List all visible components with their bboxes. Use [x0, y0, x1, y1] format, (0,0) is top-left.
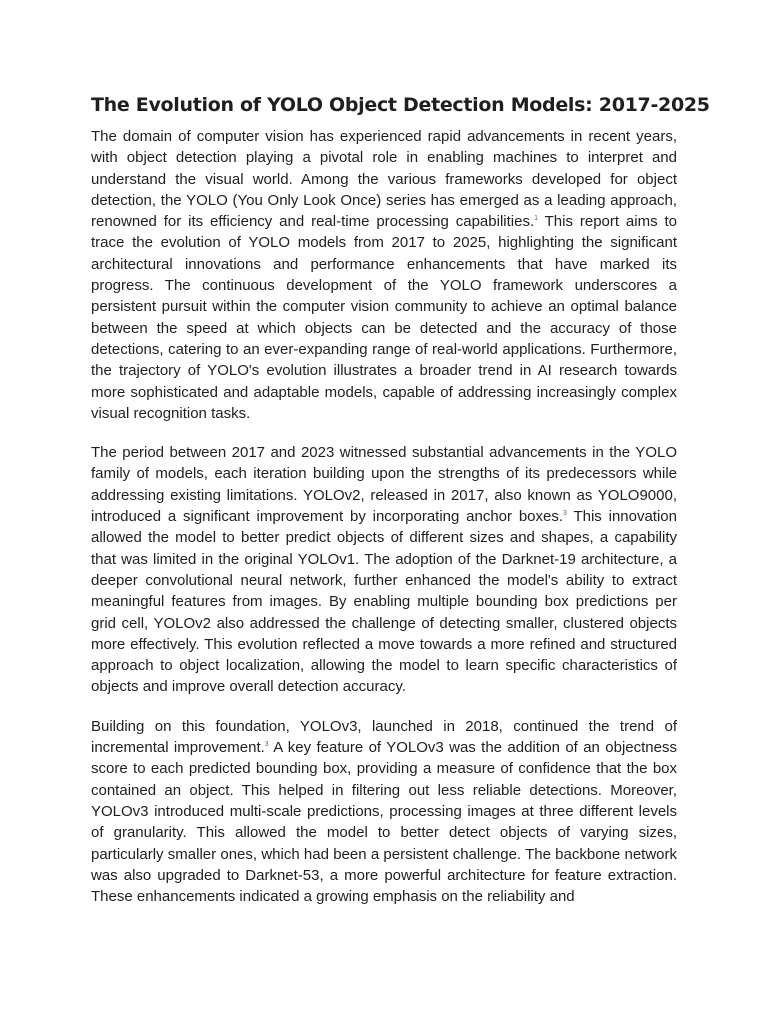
paragraph-text: The domain of computer vision has experienced rapid advancements in recent years, with object detection playing a pivotal role in enabling machines to interpret and understand the visual world. Among the various frameworks developed for object detection, the YOLO (You Only Look Once) series has emerged as a leading approach, renowned for its efficiency and real-time processing capabilities.: [91, 128, 677, 231]
document-page: [91, 92, 710, 925]
paragraph-1: [91, 126, 677, 424]
paragraph-text: This innovation allowed the model to better predict objects of different sizes and shapes, a capability that was limited in the original YOLOv1. The adoption of the Darknet-19 architecture, a deeper convolutional neural network, further enhanced the model's ability to extract meaningful features from images. By enabling multiple bounding box predictions per grid cell, YOLOv2 also addressed the challenge of detecting smaller, clustered objects more effectively. This evolution reflected a move towards a more refined and structured approach to object localization, allowing the model to learn specific characteristics of objects and improve overall detection accuracy.: [91, 508, 677, 696]
paragraph-text: This report aims to trace the evolution of YOLO models from 2017 to 2025, highlighting the significant architectural innovations and performance enhancements that have marked its progress. The continuous development of the YOLO framework underscores a persistent pursuit within the computer vision community to achieve an optimal balance between the speed at which objects can be detected and the accuracy of those detections, catering to an ever-expanding range of real-world applications. Furthermore, the trajectory of YOLO's evolution illustrates a broader trend in AI research towards more sophisticated and adaptable models, capable of addressing increasingly complex visual recognition tasks.: [91, 213, 677, 422]
footnote-ref[interactable]: 1: [534, 215, 539, 223]
document-title: The Evolution of YOLO Object Detection Models: 2017-2025: [91, 94, 710, 116]
paragraph-text: Building on this foundation, YOLOv3, launched in 2018, continued the trend of incremental improvement.: [91, 717, 677, 757]
paragraph-3: [91, 716, 677, 908]
paragraph-text: The period between 2017 and 2023 witnessed substantial advancements in the YOLO family of models, each iteration building upon the strengths of its predecessors while addressing existing limitations. YOLOv2, released in 2017, also known as YOLO9000, introduced a significant improvement by incorporating anchor boxes.: [91, 444, 677, 526]
footnote-ref[interactable]: 3: [264, 741, 269, 749]
paragraph-2: [91, 442, 677, 698]
paragraph-text: A key feature of YOLOv3 was the addition of an objectness score to each predicted bounding box, providing a measure of confidence that the box contained an object. This helped in filtering out less reliable detections. Moreover, YOLOv3 introduced multi-scale predictions, processing images at three different levels of granularity. This allowed the model to better detect objects of varying sizes, particularly smaller ones, which had been a persistent challenge. The backbone network was also upgraded to Darknet-53, a more powerful architecture for feature extraction. These enhancements indicated a growing emphasis on the reliability and: [91, 739, 677, 906]
footnote-ref[interactable]: 3: [563, 510, 567, 518]
